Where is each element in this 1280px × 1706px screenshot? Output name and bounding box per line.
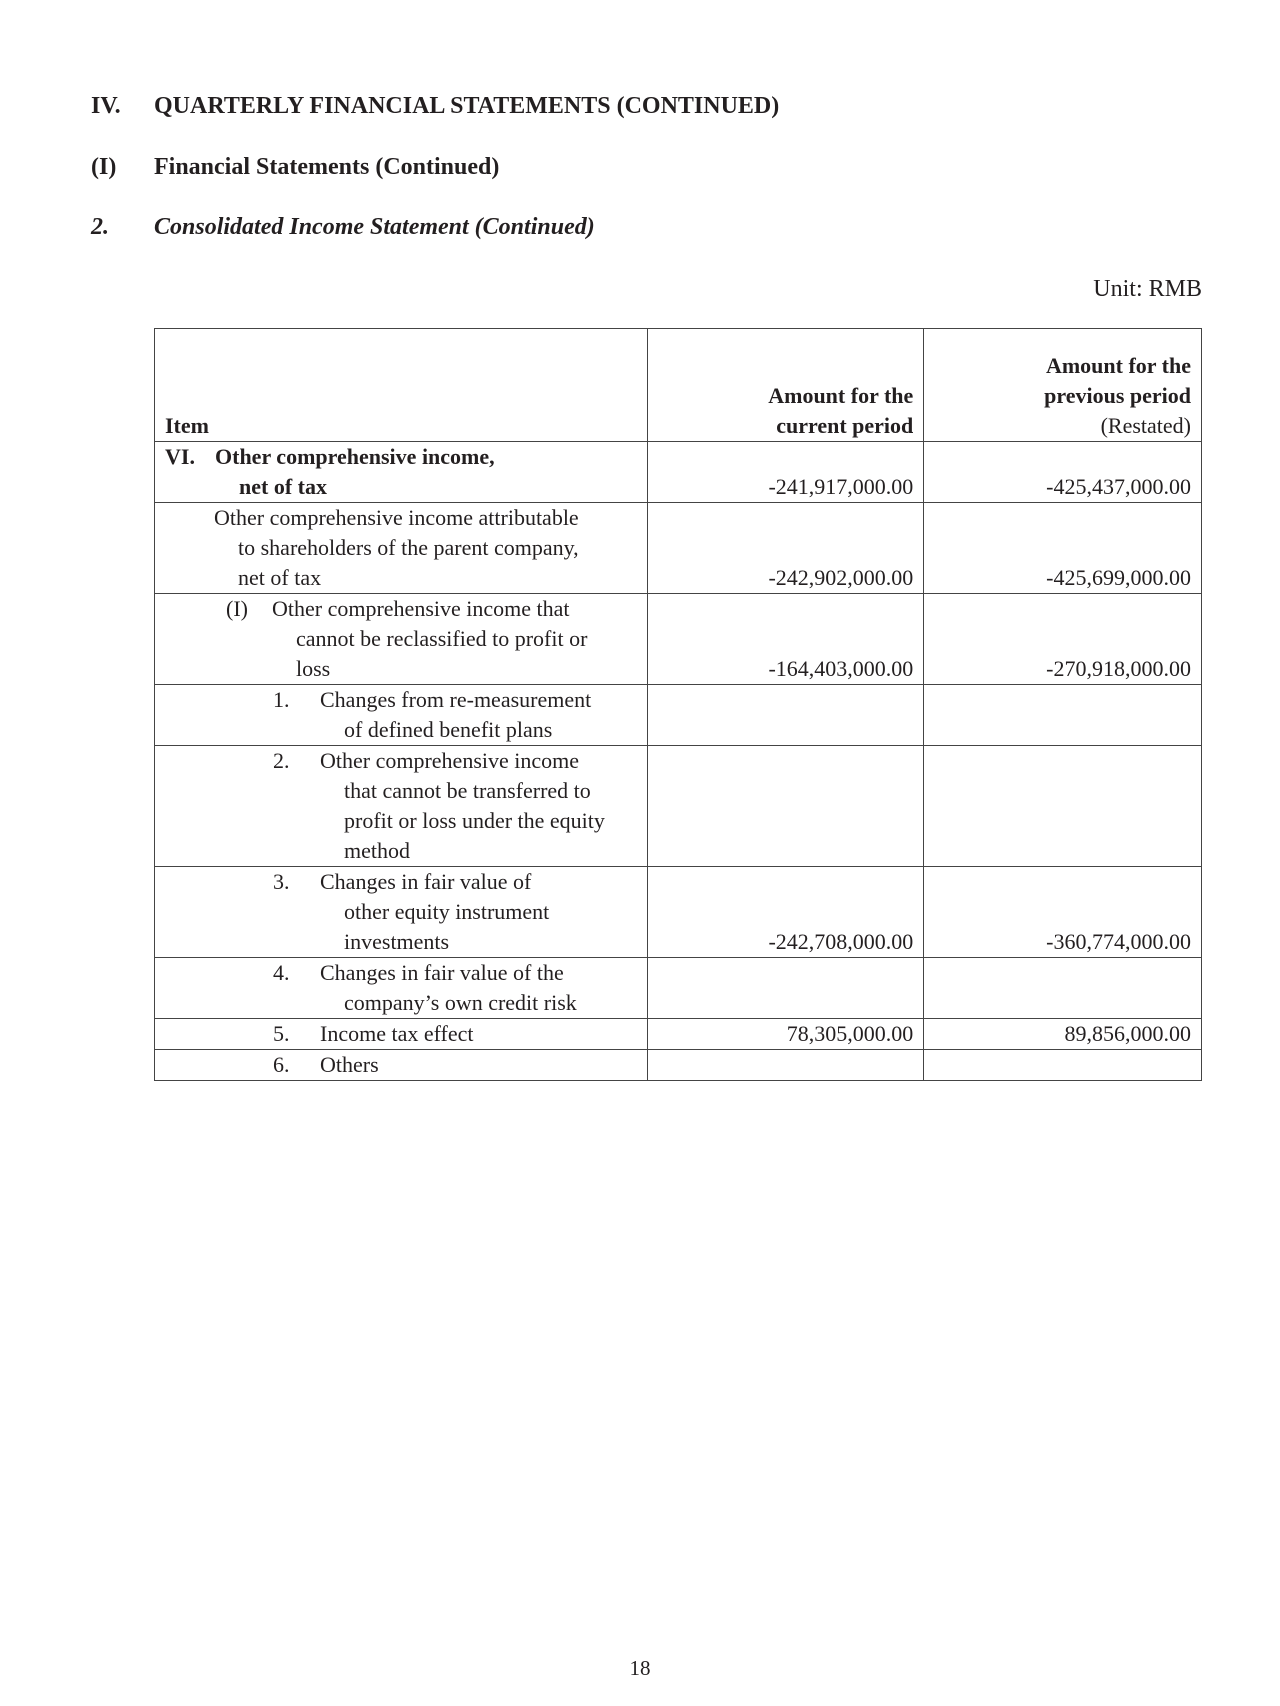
- row-marker: 5.: [273, 1021, 290, 1046]
- previous-amount: [924, 685, 1202, 746]
- item-column-header: Item: [155, 329, 648, 442]
- previous-amount: [924, 958, 1202, 1019]
- row-item: [155, 442, 648, 503]
- row-label-line: of defined benefit plans: [344, 717, 553, 742]
- current-period-column-header: [647, 329, 924, 442]
- row-label-line: company’s own credit risk: [344, 990, 577, 1015]
- row-label-line: loss: [296, 656, 331, 681]
- row-marker: 6.: [273, 1052, 290, 1077]
- row-label-line: other equity instrument: [344, 899, 550, 924]
- current-amount: -242,902,000.00: [647, 503, 924, 594]
- statement-number: 2.: [91, 214, 109, 240]
- previous-header-line2: previous period: [1044, 383, 1191, 408]
- row-label-line: method: [344, 838, 410, 863]
- previous-amount: -425,699,000.00: [924, 503, 1202, 594]
- row-marker: 3.: [273, 869, 290, 894]
- row-label-line: Changes in fair value of: [320, 869, 532, 894]
- row-label-line: that cannot be transferred to: [344, 778, 591, 803]
- row-label-line: to shareholders of the parent company,: [238, 535, 579, 560]
- current-amount: [647, 958, 924, 1019]
- row-label-line: Income tax effect: [320, 1021, 474, 1046]
- section-number: IV.: [91, 93, 121, 119]
- current-amount: -242,708,000.00: [647, 867, 924, 958]
- subsection-number: (I): [91, 154, 117, 180]
- row-label-line: Other comprehensive income that: [272, 596, 570, 621]
- row-marker: (I): [226, 596, 248, 621]
- previous-amount: -270,918,000.00: [924, 594, 1202, 685]
- row-item: [155, 594, 648, 685]
- row-label-line: Changes from re-measurement: [320, 687, 592, 712]
- current-header-line2: current period: [776, 413, 914, 438]
- row-item: [155, 685, 648, 746]
- row-marker: 4.: [273, 960, 290, 985]
- table-row: [155, 746, 1202, 867]
- row-label-line: Changes in fair value of the: [320, 960, 564, 985]
- section-title: QUARTERLY FINANCIAL STATEMENTS (CONTINUED): [154, 93, 780, 119]
- row-marker: 1.: [273, 687, 290, 712]
- table-row: [155, 685, 1202, 746]
- income-statement-table: [154, 328, 1202, 1081]
- row-item: [155, 958, 648, 1019]
- row-label-line: Other comprehensive income: [320, 748, 580, 773]
- current-amount: [647, 685, 924, 746]
- table-row: [155, 958, 1202, 1019]
- previous-amount: [924, 746, 1202, 867]
- previous-header-line1: Amount for the: [1045, 353, 1191, 378]
- current-amount: -164,403,000.00: [647, 594, 924, 685]
- table-row: [155, 442, 1202, 503]
- row-label-line: net of tax: [238, 565, 322, 590]
- row-label-line: net of tax: [239, 474, 327, 499]
- previous-amount: -425,437,000.00: [924, 442, 1202, 503]
- row-marker: 2.: [273, 748, 290, 773]
- restated-note: (Restated): [1100, 413, 1191, 438]
- subsection-title: Financial Statements (Continued): [154, 154, 500, 180]
- previous-amount: -360,774,000.00: [924, 867, 1202, 958]
- row-item: [155, 503, 648, 594]
- page-number: 18: [629, 1656, 651, 1680]
- current-amount: -241,917,000.00: [647, 442, 924, 503]
- row-item: [155, 746, 648, 867]
- row-marker: VI.: [165, 444, 195, 469]
- current-header-line1: Amount for the: [768, 383, 914, 408]
- table-row: [155, 503, 1202, 594]
- table-row: [155, 1050, 1202, 1081]
- statement-title: Consolidated Income Statement (Continued): [154, 214, 595, 240]
- table-row: [155, 594, 1202, 685]
- previous-period-column-header: [924, 329, 1202, 442]
- row-label-line: cannot be reclassified to profit or: [296, 626, 588, 651]
- previous-amount: 89,856,000.00: [924, 1019, 1202, 1050]
- row-label-line: investments: [344, 929, 450, 954]
- table-row: [155, 867, 1202, 958]
- table-row: [155, 1019, 1202, 1050]
- row-item: [155, 1019, 648, 1050]
- row-item: [155, 867, 648, 958]
- unit-label: Unit: RMB: [1093, 276, 1202, 302]
- row-label-line: Other comprehensive income attributable: [214, 505, 579, 530]
- previous-amount: [924, 1050, 1202, 1081]
- row-item: [155, 1050, 648, 1081]
- current-amount: [647, 1050, 924, 1081]
- row-label-line: profit or loss under the equity: [344, 808, 605, 833]
- table-header-row: [155, 329, 1202, 442]
- row-label-line: Others: [320, 1052, 379, 1077]
- current-amount: 78,305,000.00: [647, 1019, 924, 1050]
- current-amount: [647, 746, 924, 867]
- row-label-line: Other comprehensive income,: [215, 444, 495, 469]
